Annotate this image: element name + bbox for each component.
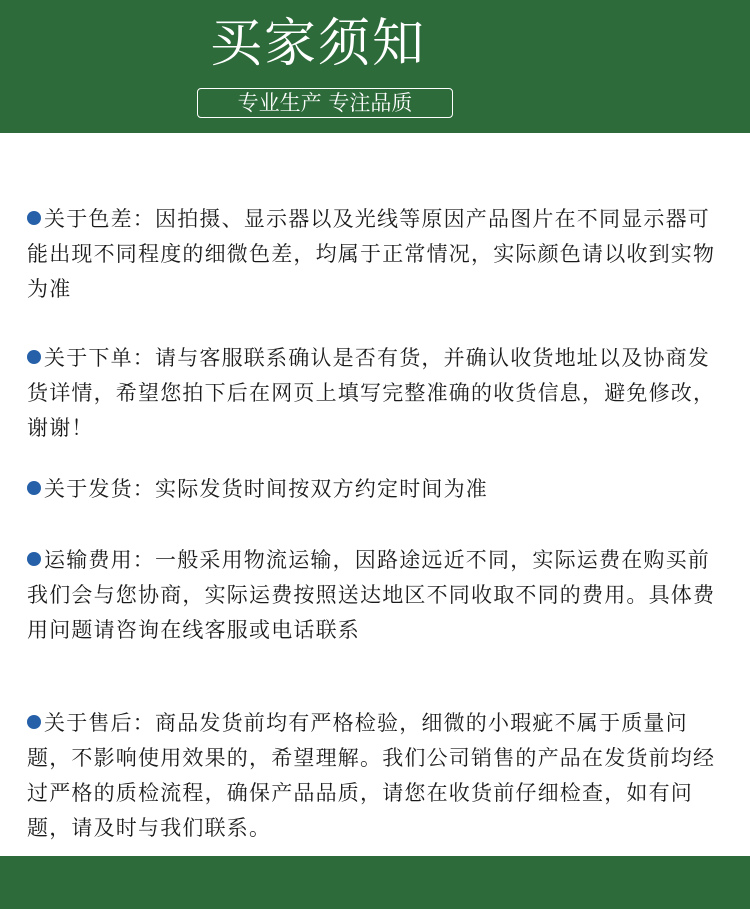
notice-freight: [27, 543, 727, 648]
notice-shipping: [27, 472, 727, 507]
notice-text: 实际发货时间按双方约定时间为准: [155, 477, 488, 501]
bullet-dot-icon: [27, 481, 41, 495]
notice-label: 关于下单：: [44, 346, 155, 370]
notice-label: 关于发货：: [44, 477, 155, 501]
tagline-badge: 专业生产 专注品质: [197, 88, 453, 118]
bullet-dot-icon: [27, 715, 41, 729]
notice-ordering: [27, 341, 727, 446]
notice-label: 关于色差：: [44, 207, 155, 231]
header-banner: [0, 0, 750, 133]
bullet-dot-icon: [27, 552, 41, 566]
notice-label: 关于售后：: [44, 711, 155, 735]
notice-text: 请与客服联系确认是否有货，并确认收货地址以及协商发货详情，希望您拍下后在网页上填写完整准确的收货信息，避免修改，谢谢！: [27, 346, 716, 440]
notice-text: 商品发货前均有严格检验，细微的小瑕疵不属于质量问题，不影响使用效果的，希望理解。我们公司销售的产品在发货前均经过严格的质检流程，确保产品品质，请您在收货前仔细检查，如有问题，请及时与我们联系。: [27, 711, 716, 840]
notice-label: 运输费用：: [44, 548, 155, 572]
bullet-dot-icon: [27, 211, 41, 225]
footer-band: [0, 856, 750, 909]
page-title: 买家须知: [210, 14, 427, 74]
notice-after-sales: [27, 706, 727, 846]
notice-text: 一般采用物流运输，因路途远近不同，实际运费在购买前我们会与您协商，实际运费按照送达地区不同收取不同的费用。具体费用问题请咨询在线客服或电话联系: [27, 548, 716, 642]
bullet-dot-icon: [27, 350, 41, 364]
notice-color-difference: [27, 202, 727, 307]
notice-text: 因拍摄、显示器以及光线等原因产品图片在不同显示器可能出现不同程度的细微色差，均属于正常情况，实际颜色请以收到实物为准: [27, 207, 716, 301]
